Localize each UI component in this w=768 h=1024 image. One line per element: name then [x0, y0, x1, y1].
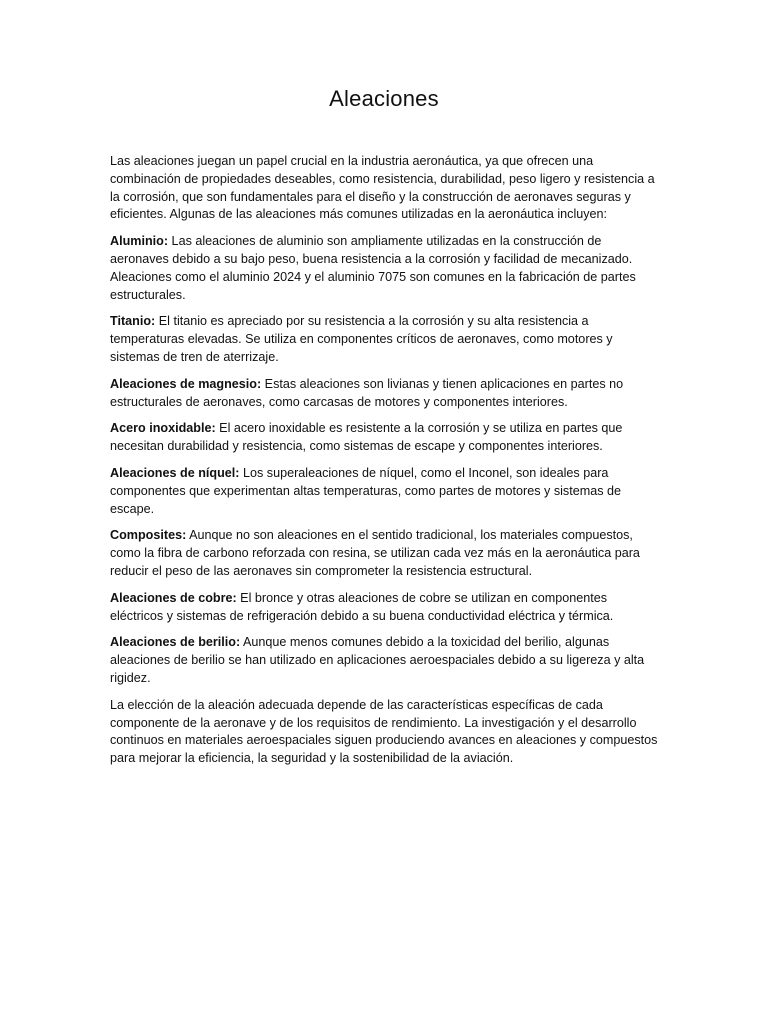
paragraph-composites: [110, 527, 660, 580]
text-aluminio: Las aleaciones de aluminio son ampliamente utilizadas en la construcción de aeronaves debido a su bajo peso, buena resistencia a la corrosión y facilidad de mecanizado. Aleaciones como el aluminio 2024 y el aluminio 7075 son comunes en la fabricación de partes estructurales.: [110, 234, 636, 302]
text-composites: Aunque no son aleaciones en el sentido tradicional, los materiales compuestos, como la fibra de carbono reforzada con resina, se utilizan cada vez más en la aeronáutica para reducir el peso de las aeronaves sin comprometer la resistencia estructural.: [110, 528, 640, 578]
term-berilio: Aleaciones de berilio:: [110, 635, 241, 650]
paragraph-niquel: [110, 465, 660, 518]
conclusion-paragraph: La elección de la aleación adecuada depende de las características específicas de cada componente de la aeronave y de los requisitos de rendimiento. La investigación y el desarrollo continuos en materiales aeroespaciales siguen produciendo avances en aleaciones y compuestos para mejorar la eficiencia, la seguridad y la sostenibilidad de la aviación.: [110, 697, 658, 766]
term-titanio: Titanio:: [110, 314, 156, 329]
document-title: Aleaciones: [329, 86, 439, 111]
paragraph-magnesio: [110, 376, 660, 412]
term-niquel: Aleaciones de níquel:: [110, 465, 240, 480]
paragraph-berilio: [110, 634, 660, 687]
intro-paragraph: Las aleaciones juegan un papel crucial en la industria aeronáutica, ya que ofrecen una combinación de propiedades deseables, como resistencia, durabilidad, peso ligero y resistencia a la corrosión, que son fundamentales para el diseño y la construcción de aeronaves seguras y eficientes. Algunas de las aleaciones más comunes utilizadas en la aeronáutica incluyen:: [110, 154, 655, 222]
text-berilio: Aunque menos comunes debido a la toxicidad del berilio, algunas aleaciones de berilio se han utilizado en aplicaciones aeroespaciales debido a su ligereza y alta rigidez.: [110, 635, 645, 685]
paragraph-acero-inoxidable: [110, 420, 660, 456]
term-cobre: Aleaciones de cobre:: [110, 590, 237, 605]
term-acero-inoxidable: Acero inoxidable:: [110, 421, 216, 436]
text-titanio: El titanio es apreciado por su resistencia a la corrosión y su alta resistencia a temperaturas elevadas. Se utiliza en componentes críticos de aeronaves, como motores y sistemas de tren de aterrizaje.: [110, 314, 613, 364]
text-cobre: El bronce y otras aleaciones de cobre se utilizan en componentes eléctricos y sistemas de refrigeración debido a su buena conductividad eléctrica y térmica.: [110, 590, 614, 623]
text-niquel: Los superaleaciones de níquel, como el Inconel, son ideales para componentes que experimentan altas temperaturas, como partes de motores y sistemas de escape.: [110, 465, 622, 516]
term-composites: Composites:: [110, 528, 187, 543]
term-magnesio: Aleaciones de magnesio:: [110, 376, 262, 391]
text-acero-inoxidable: El acero inoxidable es resistente a la corrosión y se utiliza en partes que necesitan durabilidad y resistencia, como sistemas de escape y componentes interiores.: [110, 421, 623, 454]
document-body: [110, 153, 660, 777]
text-magnesio: Estas aleaciones son livianas y tienen aplicaciones en partes no estructurales de aeronaves, como carcasas de motores y componentes interiores.: [110, 376, 624, 409]
paragraph-aluminio: [110, 233, 660, 304]
paragraph-titanio: [110, 313, 660, 366]
term-aluminio: Aluminio:: [110, 234, 169, 249]
paragraph-cobre: [110, 590, 660, 626]
